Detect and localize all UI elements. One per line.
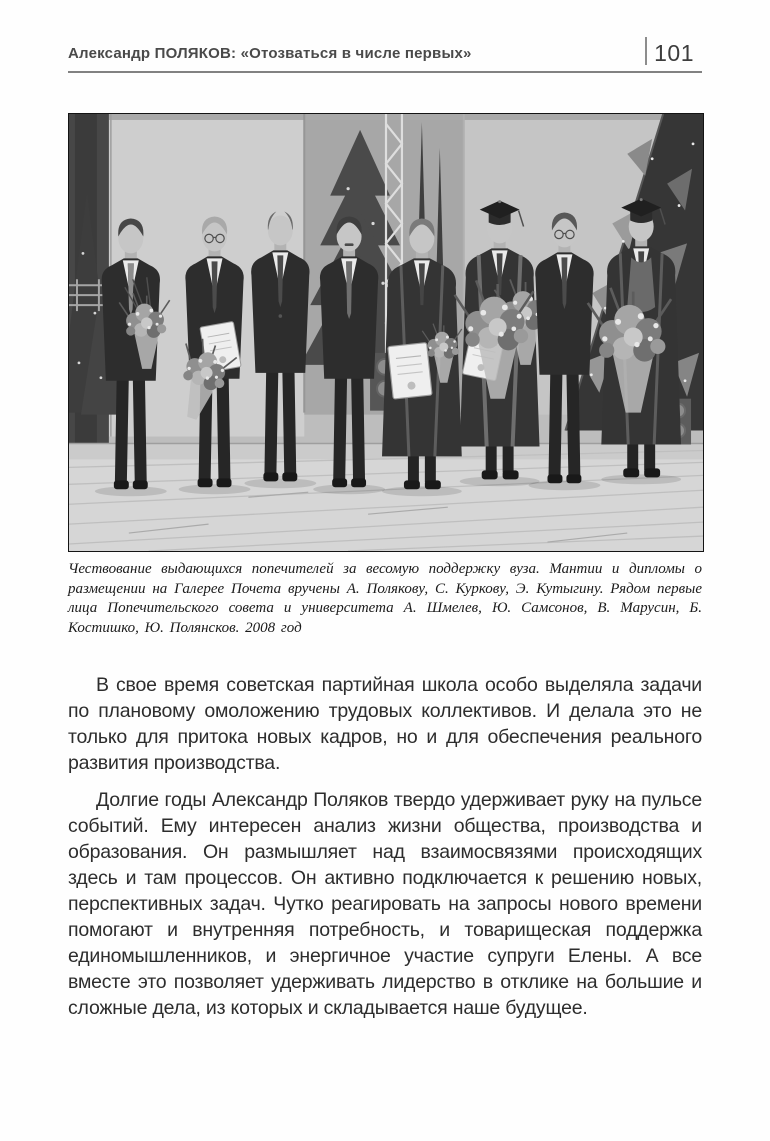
group-photo-illustration xyxy=(69,114,703,551)
paragraph-2: Долгие годы Александр Поляков твердо удерживает руку на пульсе событий. Ему интересен анализ жизни общества, производства и образования. Он размышляет над взаимосвязями происходящих здесь и там процессов. Он активно подключается к решению новых, перспективных задач. Чутко реагировать на запросы нового времени помогают и внутренняя потребность, и товарищеская поддержка единомышленников, и энергичное участие супруги Елены. А все вместе это позволяет удерживать лидерство в отклике на большие и сложные дела, из которых и складывается наше будущее. xyxy=(68,789,702,1019)
wood-floor xyxy=(69,443,703,551)
group-photo xyxy=(68,113,704,552)
page-number: 101 xyxy=(654,40,694,66)
body-text xyxy=(68,672,702,1032)
page-number-block xyxy=(645,37,702,65)
running-title: Александр ПОЛЯКОВ: «Отозваться в числе первых» xyxy=(68,45,472,62)
header-separator-line xyxy=(645,37,647,65)
photo-caption: Чествование выдающихся попечителей за весомую поддержку вуза. Мантии и дипломы о размещении на Галерее Почета вручены А. Полякову, С. Куркову, Э. Кутыгину. Рядом первые лица Попечительского совета и университета А. Шмелев, Ю. Самсонов, В. Марусин, Б. Костишко, Ю. Полянсков. 2008 год xyxy=(68,561,702,636)
paragraph-1: В свое время советская партийная школа особо выделяла задачи по плановому омоложению трудовых коллективов. И делала это не только для притока новых кадров, но и для обеспечения реального развития производства. xyxy=(68,674,702,774)
page-header xyxy=(68,37,702,73)
